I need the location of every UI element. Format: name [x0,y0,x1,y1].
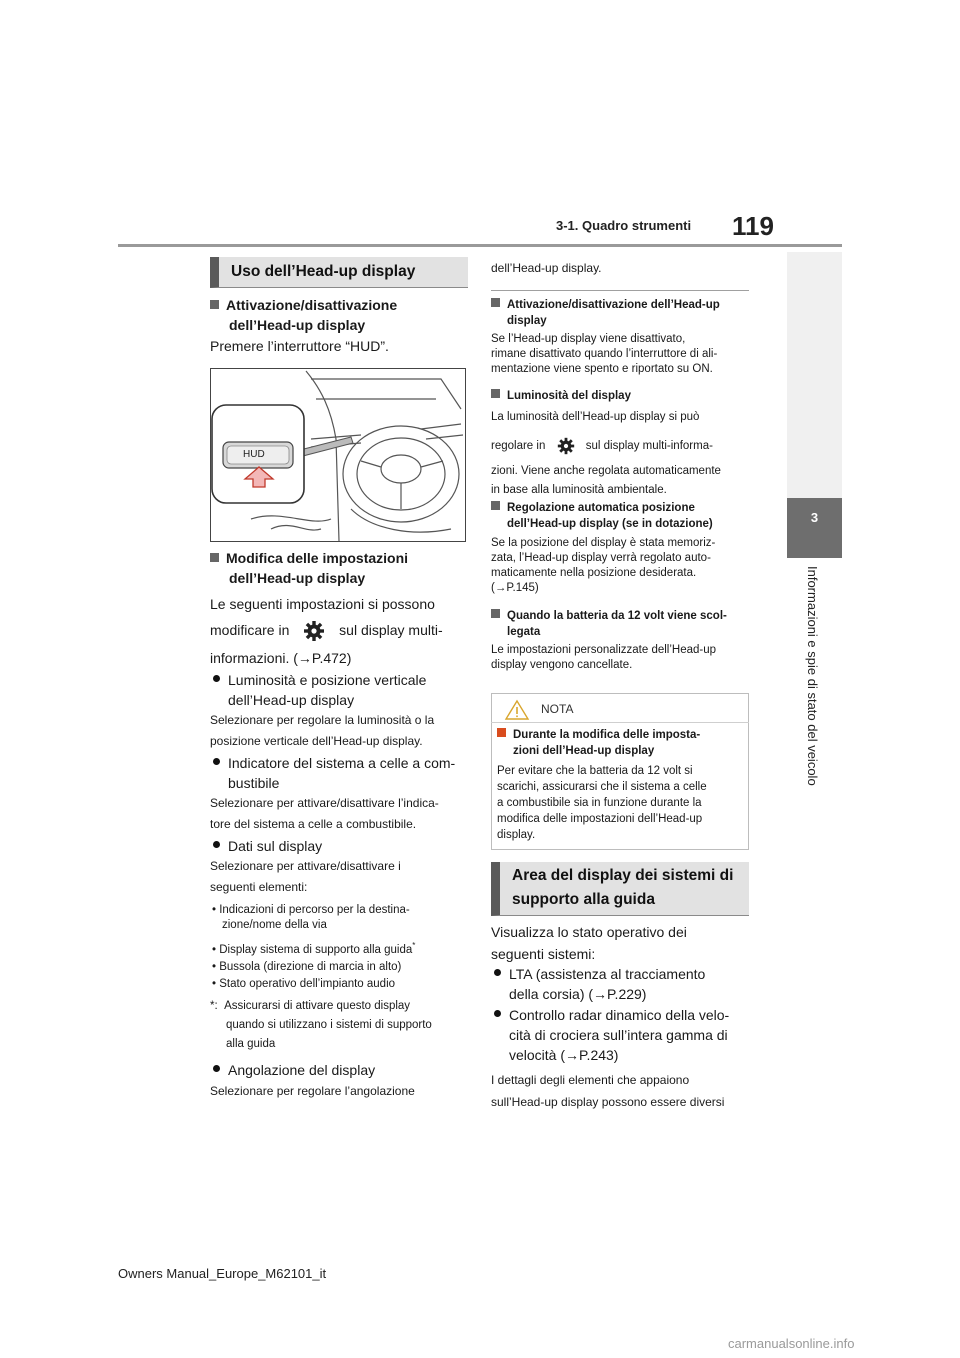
note-batteria-body [491,643,716,673]
footnote-line: quando si utilizzano i sistemi di supporto [226,1019,432,1031]
hud-button-label: HUD [243,449,265,460]
settings-line-2 [210,620,443,642]
note-attivazione [491,297,720,329]
intro-line: Visualizza lo stato operativo dei [491,924,687,940]
footnote-line: alla guida [226,1038,276,1050]
chapter-label-text: Informazioni e spie di stato del veicolo [805,566,820,786]
warning-icon [504,699,530,721]
bullet-lta [494,964,705,1004]
note-heading: Quando la batteria da 12 volt viene scol- [507,610,727,622]
subheading-line: dell’Head-up display [229,317,366,333]
list-item-text: • Display sistema di supporto alla guida [212,943,413,956]
bullet-indicatore [213,753,455,793]
subheading-line: dell’Head-up display [229,570,366,586]
desc-line: Selezionare per regolare la luminosità o la [210,713,435,727]
bullet-text: cità di crociera sull’intera gamma di [509,1027,728,1043]
continued-text: dell’Head-up display. [491,261,602,275]
bullet-text[interactable]: velocità (→P.243) [509,1047,619,1063]
note-heading: Attivazione/disattivazione dell’Head-up [507,299,720,311]
note-heading: dell’Head-up display (se in dotazione) [507,518,713,530]
bullet-dot-icon [213,675,220,682]
divider [491,290,749,291]
bullet-angolazione [213,1060,375,1080]
heading-line: supporto alla guida [512,891,655,908]
gear-icon [557,437,575,455]
nota-rule [491,722,749,723]
square-bullet-icon [491,298,500,307]
bullet-dati-desc [210,858,401,896]
note-line: maticamente nella posizione desiderata. [491,567,697,579]
subheading-attivazione [210,295,397,335]
bullet-text: bustibile [228,775,280,791]
heading-line: Area del display dei sistemi di [512,867,734,884]
text-fragment: regolare in [491,440,546,453]
note-regolazione [491,500,713,532]
square-bullet-icon [210,553,219,562]
section-title: 3-1. Quadro strumenti [556,218,692,233]
manual-footer: Owners Manual_Europe_M62101_it [118,1266,327,1281]
desc-line: Selezionare per attivare/disattivare l’indica- [210,796,439,810]
dati-items-list [212,903,415,992]
bullet-luminosita [213,670,426,710]
list-item: zione/nome della via [222,919,327,931]
nota-line: Per evitare che la batteria da 12 volt si [497,765,693,777]
bullet-text: Controllo radar dinamico della velo- [509,1007,730,1023]
note-line: La luminosità dell’Head-up display si può [491,411,700,423]
note-luminosita-body [491,410,721,498]
closing-line: I dettagli degli elementi che appaiono [491,1073,690,1087]
bullet-angolazione-desc: Selezionare per regolare l’angolazione [210,1084,415,1098]
note-line: mentazione viene spento e riportato su ON. [491,363,713,375]
side-tab-background [787,252,842,500]
bullet-text: LTA (assistenza al tracciamento [509,966,706,982]
subheading-modifica [210,548,408,588]
square-bullet-icon [497,728,506,737]
square-bullet-icon [491,389,500,398]
nota-line: modifica delle impostazioni dell’Head-up [497,813,703,825]
bullet-dot-icon [213,758,220,765]
note-line: Le impostazioni personalizzate dell’Head-up [491,644,717,656]
bullet-dot-icon [213,841,220,848]
square-bullet-icon [210,300,219,309]
bullet-text[interactable]: della corsia) (→P.229) [509,986,647,1002]
note-line: display vengono cancellate. [491,659,633,671]
nota-heading [497,727,700,759]
list-item [212,938,415,958]
note-heading: Regolazione automatica posizione [507,502,695,514]
nota-line: display. [497,829,536,841]
text-fragment: sul display multi-informa- [585,440,713,453]
note-batteria [491,608,727,640]
section-heading-text: Uso dell’Head-up display [231,263,416,280]
page-number: 119 [732,211,774,241]
footnote-line [210,997,432,1016]
note-heading: display [507,315,547,327]
bullet-dot-icon [494,969,501,976]
settings-line-3[interactable]: informazioni. (→P.472) [210,650,352,666]
intro-line: seguenti sistemi: [491,946,596,962]
bullet-text: Luminosità e posizione verticale [228,672,427,688]
nota-body [497,763,707,843]
bullet-luminosita-desc [210,712,434,750]
square-bullet-icon [491,609,500,618]
footnote-prefix: *: [210,1000,218,1012]
note-line: Se l’Head-up display viene disattivato, [491,333,686,345]
note-line: in base alla luminosità ambientale. [491,484,667,496]
text-fragment: sul display multi- [339,622,443,638]
desc-line: seguenti elementi: [210,880,308,894]
bullet-text: Indicatore del sistema a celle a com- [228,755,456,771]
square-bullet-icon [491,501,500,510]
watermark: carmanualsonline.info [728,1336,855,1351]
note-heading: Luminosità del display [507,390,631,402]
subheading-line: Modifica delle impostazioni [226,550,409,566]
desc-line: posizione verticale dell’Head-up display. [210,734,423,748]
page-reference-link[interactable]: (→P.145) [491,582,539,594]
bullet-text: Angolazione del display [228,1062,376,1078]
intro-text [491,922,687,964]
nota-heading-line: zioni dell’Head-up display [513,745,655,757]
footnote-marker: * [412,941,416,950]
list-item: • Bussola (direzione di marcia in alto) [212,960,402,973]
note-regolazione-body [491,536,715,596]
note-line: zata, l’Head-up display verrà regolato auto- [491,552,711,564]
desc-line: tore del sistema a celle a combustibile. [210,817,417,831]
chapter-number-tab[interactable]: 3 [787,498,842,558]
settings-line-1: Le seguenti impostazioni si possono [210,596,435,612]
bullet-indicatore-desc [210,795,439,833]
hud-switch-illustration [210,368,466,542]
list-item: • Indicazioni di percorso per la destina- [212,904,410,916]
instruction-text: Premere l’interruttore “HUD”. [210,338,389,354]
nota-line: scarichi, assicurarsi che il sistema a celle [497,781,707,793]
nota-heading-line: Durante la modifica delle imposta- [513,729,701,741]
list-item: • Stato operativo dell’impianto audio [212,977,396,990]
bullet-radar [494,1005,729,1065]
chapter-label [800,566,830,806]
note-luminosita [491,388,631,404]
nota-line: a combustibile sia in funzione durante la [497,797,702,809]
desc-line: Selezionare per attivare/disattivare i [210,859,401,873]
closing-line: sull’Head-up display possono essere diversi [491,1095,725,1109]
footnote [210,997,432,1054]
note-heading: legata [507,626,541,638]
subheading-line: Attivazione/disattivazione [226,297,398,313]
bullet-dot-icon [213,1065,220,1072]
nota-title: NOTA [541,702,574,716]
bullet-dati [213,836,322,856]
bullet-text: Dati sul display [228,838,323,854]
note-line: zioni. Viene anche regolata automaticamente [491,465,721,477]
section-heading-area [491,862,749,916]
footnote-text: Assicurarsi di attivare questo display [224,1000,411,1012]
note-line: Se la posizione del display è stata memoriz- [491,537,716,549]
section-heading-uso [210,257,468,288]
text-fragment: modificare in [210,622,290,638]
header-rule [118,244,842,247]
closing-text [491,1072,724,1111]
section-heading-text [512,864,733,912]
note-line [491,437,721,455]
bullet-text: dell’Head-up display [228,692,355,708]
note-attivazione-body [491,332,717,377]
note-line: rimane disattivato quando l’interruttore di ali- [491,348,718,360]
bullet-dot-icon [494,1010,501,1017]
gear-icon [303,620,325,642]
